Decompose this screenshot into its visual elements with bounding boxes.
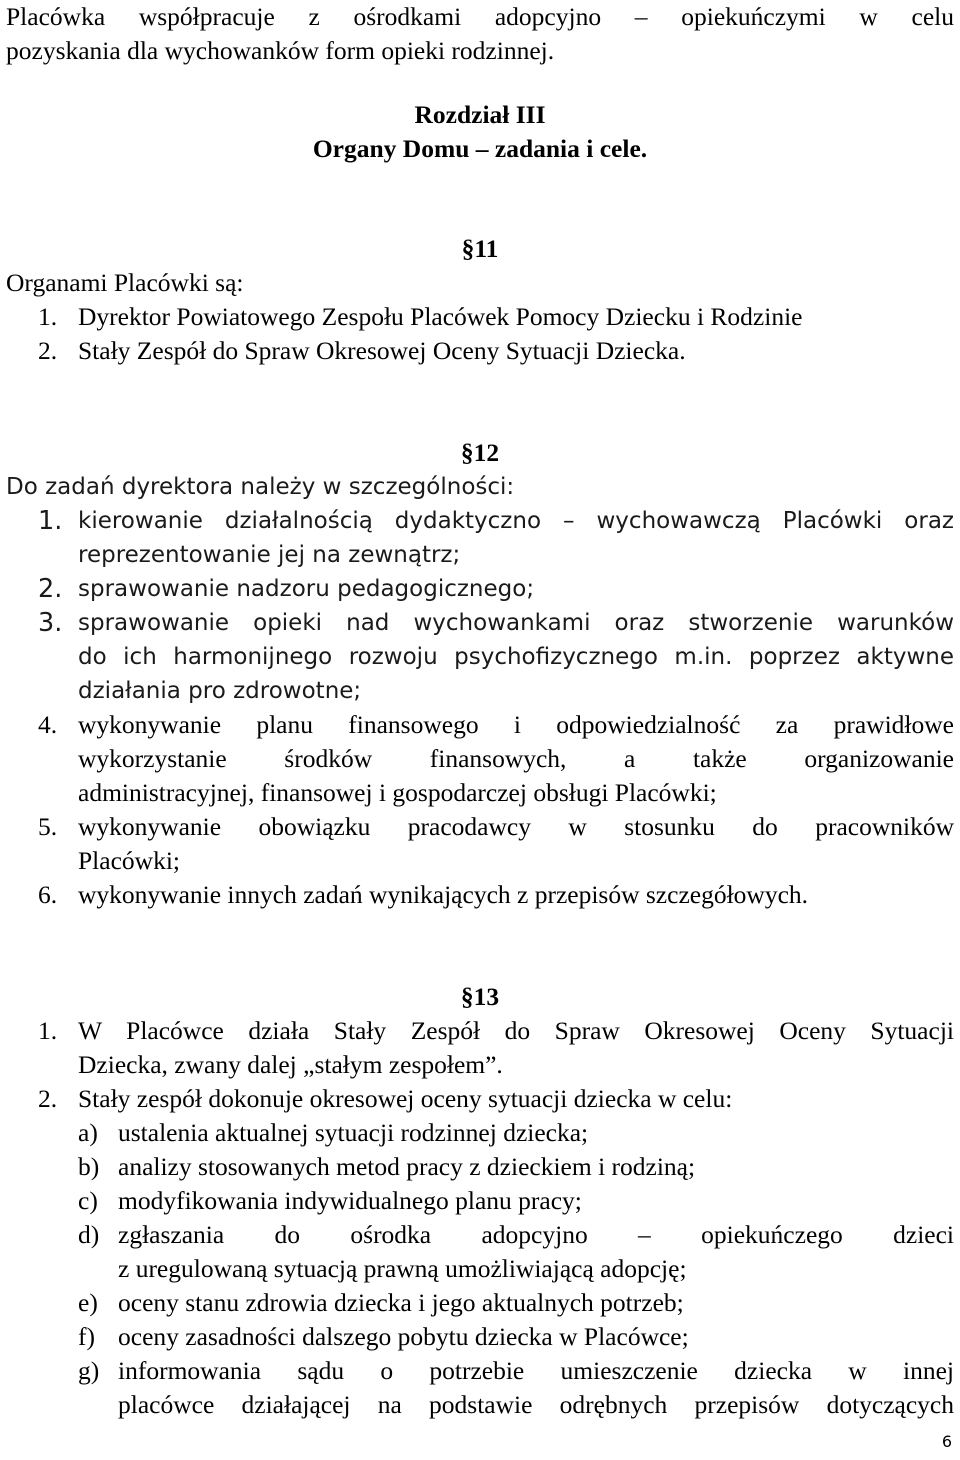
- list-item-continuation: do ich harmonijnego rozwoju psychofizycznego m.in. poprzez aktywne: [78, 644, 954, 670]
- list-item-continuation: Placówki;: [78, 846, 180, 875]
- sub-item: analizy stosowanych metod pracy z dzieckiem i rodziną;: [118, 1152, 696, 1181]
- list-item: Dyrektor Powiatowego Zespołu Placówek Pomocy Dziecku i Rodzinie: [78, 302, 803, 331]
- list-number: 1.: [38, 302, 58, 331]
- list-letter: b): [78, 1152, 100, 1181]
- list-item-continuation: wykorzystanie środków finansowych, a także organizowanie: [78, 744, 954, 773]
- list-number: 3.: [38, 608, 63, 638]
- sub-item: zgłaszania do ośrodka adopcyjno – opiekuńczego dzieci: [118, 1220, 954, 1249]
- sub-item-continuation: placówce działającej na podstawie odrębnych przepisów dotyczących: [118, 1390, 954, 1419]
- section-12-heading: [0, 436, 960, 470]
- sub-item-continuation: z uregulowaną sytuacją prawną umożliwiającą adopcję;: [118, 1254, 687, 1283]
- list-item: W Placówce działa Stały Zespół do Spraw Okresowej Oceny Sytuacji: [78, 1016, 954, 1045]
- list-item-continuation: działania pro zdrowotne;: [78, 678, 362, 704]
- list-letter: g): [78, 1356, 100, 1385]
- list-letter: a): [78, 1118, 98, 1147]
- section-11-lead: Organami Placówki są:: [6, 268, 244, 297]
- page-number: 6: [941, 1432, 952, 1451]
- paragraph-sign: §: [460, 438, 474, 467]
- intro-line-1: Placówka współpracuje z ośrodkami adopcyjno – opiekuńczymi w celu: [6, 2, 954, 31]
- list-number: 5.: [38, 812, 58, 841]
- list-item-continuation: reprezentowanie jej na zewnątrz;: [78, 542, 461, 568]
- list-item: wykonywanie innych zadań wynikających z przepisów szczegółowych.: [78, 880, 809, 909]
- section-13-heading: [0, 980, 960, 1014]
- section-number: 13: [473, 982, 500, 1011]
- list-item: wykonywanie obowiązku pracodawcy w stosunku do pracowników: [78, 812, 954, 841]
- list-letter: f): [78, 1322, 95, 1351]
- sub-item: modyfikowania indywidualnego planu pracy;: [118, 1186, 582, 1215]
- sub-item: informowania sądu o potrzebie umieszczenie dziecka w innej: [118, 1356, 954, 1385]
- sub-item: oceny zasadności dalszego pobytu dziecka w Placówce;: [118, 1322, 689, 1351]
- list-item: Stały Zespół do Spraw Okresowej Oceny Sytuacji Dziecka.: [78, 336, 686, 365]
- list-number: 1.: [38, 506, 63, 536]
- section-number: 12: [473, 438, 500, 467]
- section-number: 11: [474, 234, 499, 263]
- paragraph-sign: §: [460, 982, 474, 1011]
- list-number: 2.: [38, 336, 58, 365]
- list-letter: e): [78, 1288, 98, 1317]
- list-number: 6.: [38, 880, 58, 909]
- list-item-continuation: administracyjnej, finansowej i gospodarczej obsługi Placówki;: [78, 778, 717, 807]
- list-number: 2.: [38, 1084, 58, 1113]
- section-11-heading: [0, 232, 960, 266]
- intro-line-2: pozyskania dla wychowanków form opieki rodzinnej.: [6, 36, 555, 65]
- chapter-title: Rozdział III: [414, 100, 546, 129]
- sub-item: oceny stanu zdrowia dziecka i jego aktualnych potrzeb;: [118, 1288, 684, 1317]
- sub-item: ustalenia aktualnej sytuacji rodzinnej dziecka;: [118, 1118, 589, 1147]
- list-letter: c): [78, 1186, 98, 1215]
- list-item: sprawowanie opieki nad wychowankami oraz stworzenie warunków: [78, 610, 954, 636]
- list-item: sprawowanie nadzoru pedagogicznego;: [78, 576, 535, 602]
- list-item-continuation: Dziecka, zwany dalej „stałym zespołem”.: [78, 1050, 503, 1079]
- list-number: 4.: [38, 710, 58, 739]
- list-item: Stały zespół dokonuje okresowej oceny sytuacji dziecka w celu:: [78, 1084, 733, 1113]
- section-12-lead: Do zadań dyrektora należy w szczególności:: [6, 474, 515, 500]
- chapter-subtitle: Organy Domu – zadania i cele.: [312, 134, 648, 163]
- list-number: 1.: [38, 1016, 58, 1045]
- list-letter: d): [78, 1220, 100, 1249]
- list-number: 2.: [38, 574, 63, 604]
- paragraph-sign: §: [461, 234, 475, 263]
- list-item: wykonywanie planu finansowego i odpowiedzialność za prawidłowe: [78, 710, 954, 739]
- list-item: kierowanie działalnością dydaktyczno – wychowawczą Placówki oraz: [78, 508, 954, 534]
